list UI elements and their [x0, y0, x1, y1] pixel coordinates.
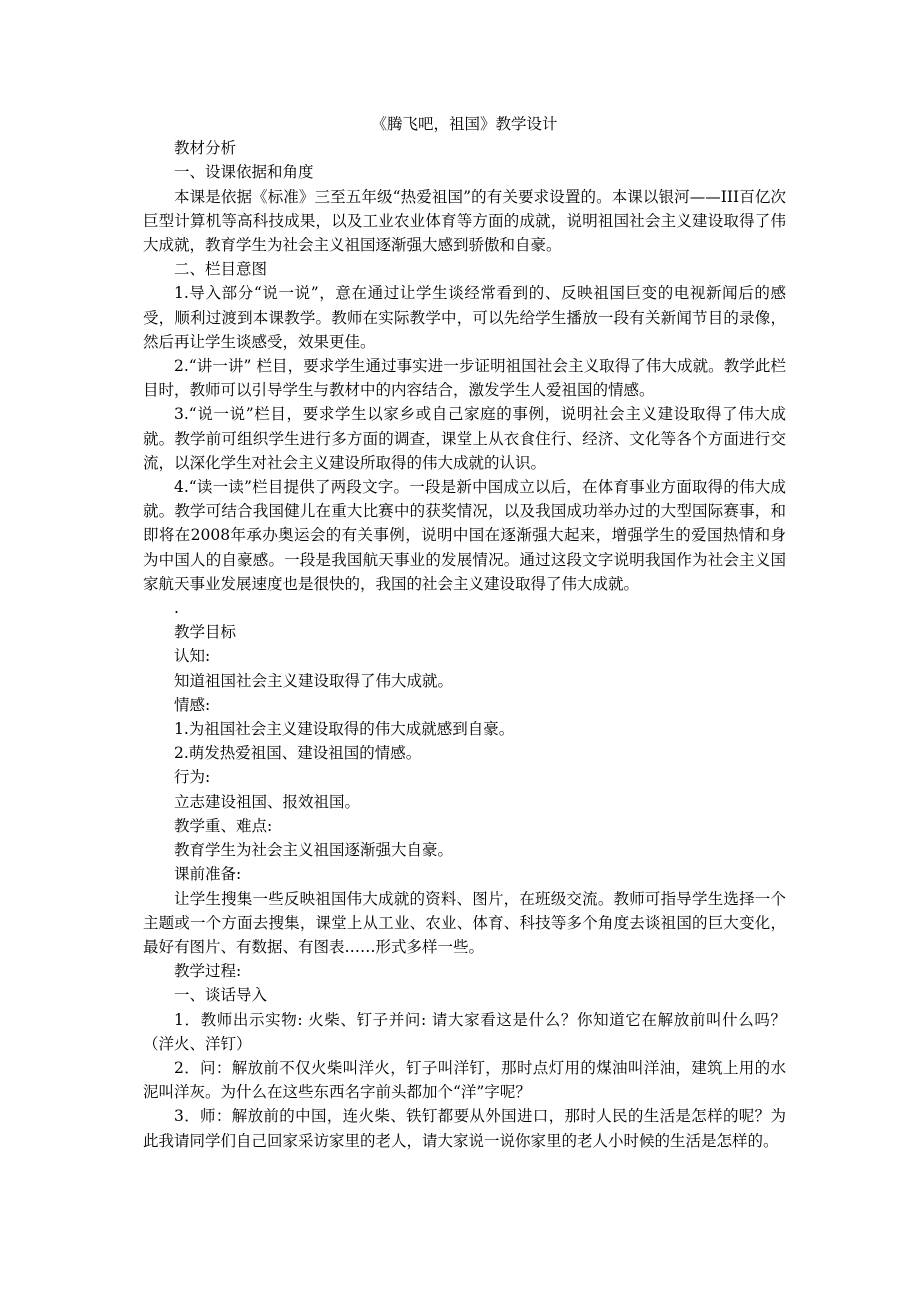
paragraph: 一、设课依据和角度: [174, 163, 314, 182]
paragraph: 4.“读一读”栏目提供了两段文字。一段是新中国成立以后，在体育事业方面取得的伟大成就。教学可结合我国健儿在重大比赛中的获奖情况，以及我国成功举办过的大型国际赛事，和即将在2008年承办奥运会的有关事例，说明中国在逐渐强大起来，增强学生的爱国热情和身为中国人的自豪感。一段是我国航天事业的发展情况。通过这段文字说明我国作为社会主义国家航天事业发展速度也是很快的，我国的社会主义建设取得了伟大成就。: [143, 478, 786, 593]
paragraph: 1.为祖国社会主义建设取得的伟大成就感到自豪。: [174, 720, 515, 739]
document-title: 《腾飞吧，祖国》教学设计: [371, 115, 558, 133]
paragraph: 本课是依据《标准》三至五年级“热爱祖国”的有关要求设置的。本课以银河——III百亿次巨型计算机等高科技成果，以及工业农业体育等方面的成就，说明祖国社会主义建设取得了伟大成就，教育学生为社会主义祖国逐渐强大感到骄傲和自豪。: [143, 187, 786, 255]
paragraph: 1.导入部分“说一说”，意在通过让学生谈经常看到的、反映祖国巨变的电视新闻后的感受，顺利过渡到本课教学。教师在实际教学中，可以先给学生播放一段有关新闻节目的录像，然后再让学生谈感受，效果更佳。: [143, 284, 786, 351]
paragraph: 3.“说一说”栏目，要求学生以家乡或自己家庭的事例，说明社会主义建设取得了伟大成就。教学前可组织学生进行多方面的调查，课堂上从衣食住行、经济、文化等各个方面进行交流，以深化学生对社会主义建设所取得的伟大成就的认识。: [143, 405, 786, 472]
paragraph: 2.“讲一讲” 栏目，要求学生通过事实进一步证明祖国社会主义取得了伟大成就。教学此栏目时，教师可以引导学生与教材中的内容结合，激发学生人爱祖国的情感。: [143, 357, 786, 400]
paragraph: 行为:: [174, 768, 211, 787]
paragraph: 让学生搜集一些反映祖国伟大成就的资料、图片，在班级交流。教师可指导学生选择一个主题或一个方面去搜集，课堂上从工业、农业、体育、科技等多个角度去谈祖国的巨大变化，最好有图片、有数据、有图表……形式多样一些。: [143, 889, 786, 956]
paragraph: 二、栏目意图: [174, 260, 268, 279]
paragraph: 教学过程:: [174, 962, 242, 981]
paragraph: 教学目标: [174, 623, 237, 642]
paragraph: 课前准备:: [174, 865, 242, 884]
paragraph: 立志建设祖国、报效祖国。: [174, 792, 361, 811]
paragraph: 3．师：解放前的中国，连火柴、铁钉都要从外国进口，那时人民的生活是怎样的呢？为此我请同学们自己回家采访家里的老人，请大家说一说你家里的老人小时候的生活是怎样的。: [143, 1107, 786, 1150]
paragraph: 知道祖国社会主义建设取得了伟大成就。: [174, 671, 454, 690]
paragraph: 认知:: [174, 647, 211, 666]
paragraph: 教学重、难点:: [174, 816, 273, 835]
paragraph: 教育学生为社会主义祖国逐渐强大自豪。: [174, 841, 454, 860]
paragraph: 2．问：解放前不仅火柴叫洋火，钉子叫洋钉，那时点灯用的煤油叫洋油，建筑上用的水泥叫洋灰。为什么在这些东西名字前头都加个“洋”字呢？: [143, 1058, 786, 1102]
paragraph: 情感:: [174, 695, 211, 714]
paragraph: .: [174, 599, 179, 618]
paragraph: 教材分析: [174, 139, 237, 158]
paragraph: 一、谈话导入: [174, 986, 268, 1005]
paragraph: 1．教师出示实物: 火柴、钉子并问: 请大家看这是什么？你知道它在解放前叫什么吗？（洋火、洋钉）: [143, 1010, 786, 1053]
paragraph: 2.萌发热爱祖国、建设祖国的情感。: [174, 744, 422, 763]
document-body: [143, 136, 786, 1153]
document-page: [143, 112, 786, 1153]
